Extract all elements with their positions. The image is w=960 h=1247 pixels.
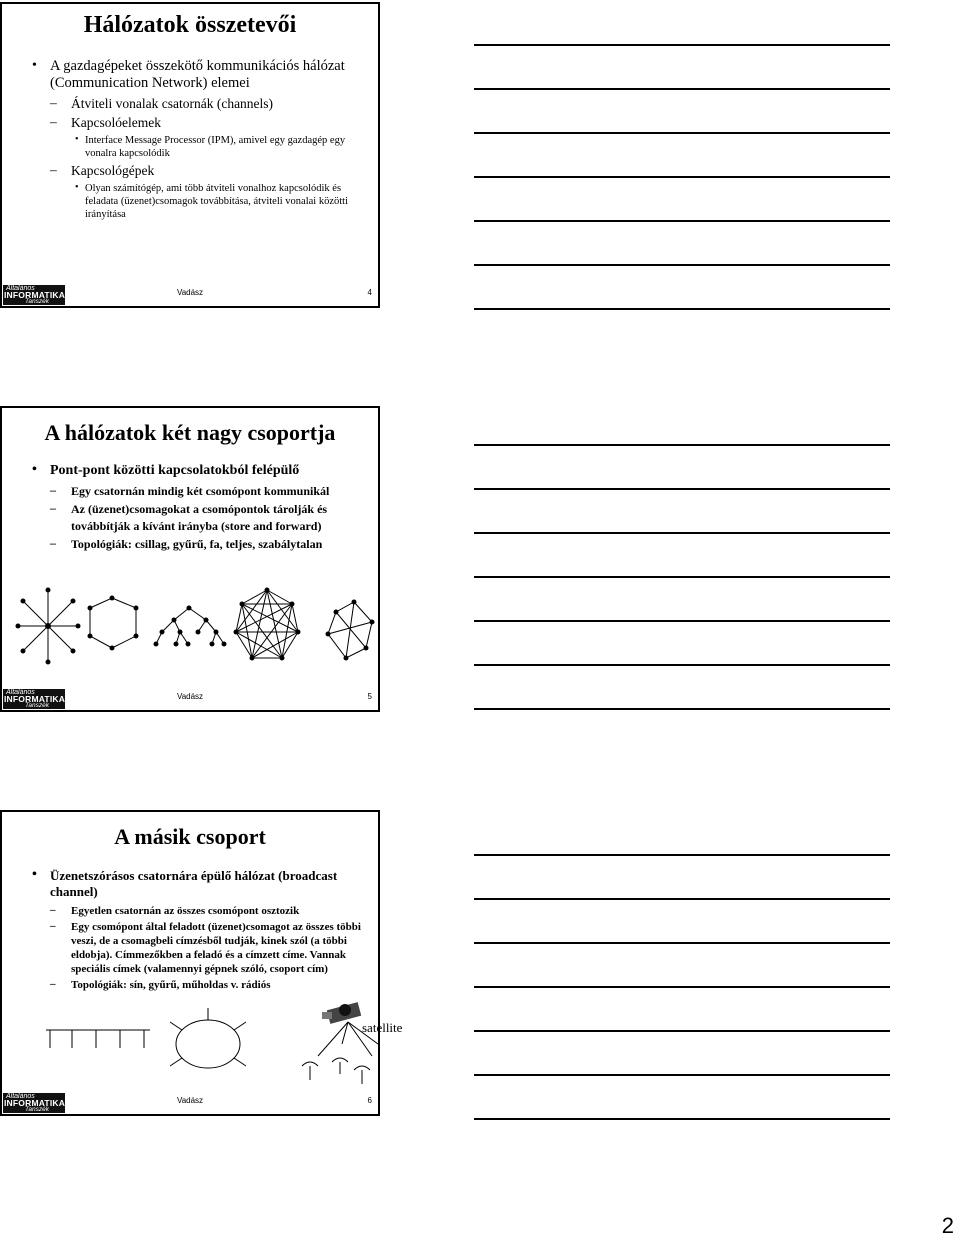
- bullet-l2: – Egy csomópont által feladott (üzenet)csomagot az összes többi veszi, de a csomagbeli címzésből tudják, kinek szól (a többi eldobja). Címmezőkben a feladó és a címzett címe. Vannak speciális címek (valamennyi gépnek szóló, csoport cím): [50, 920, 361, 975]
- tree-topology: [154, 606, 226, 646]
- slide-footer: [2, 284, 378, 306]
- bullet-l2: – Kapcsolóelemek: [50, 114, 161, 130]
- department-logo: Általános INFORMATIKAI Tanszék: [4, 1093, 68, 1113]
- note-line: [474, 220, 890, 222]
- ring-topology: [88, 596, 138, 650]
- bullet-l3: • Olyan számítógép, ami több átviteli vonalhoz kapcsolódik és feladata (üzenet)csomagok továbbítása, átviteli vonalai közötti irányítása: [75, 182, 348, 220]
- bullet-l1: • Üzenetszórásos csatornára épülő hálózat (broadcast channel): [32, 867, 338, 899]
- note-line: [474, 898, 890, 900]
- slide-4: [0, 2, 380, 308]
- slide-body: [28, 58, 370, 224]
- slide-5: [0, 406, 380, 712]
- slide-author: Vadász: [176, 692, 204, 701]
- slide-number: 5: [367, 692, 372, 701]
- slide-number: 6: [367, 1096, 372, 1105]
- irregular-topology: [326, 600, 374, 660]
- note-line: [474, 708, 890, 710]
- note-line: [474, 1074, 890, 1076]
- star-topology: [16, 588, 80, 664]
- slide-author: Vadász: [176, 1096, 204, 1105]
- slide-6: [0, 810, 403, 1116]
- note-line: [474, 444, 890, 446]
- satellite-icon: [322, 1002, 361, 1024]
- note-line: [474, 44, 890, 46]
- slide-author: Vadász: [176, 288, 204, 297]
- slide-title: A másik csoport: [114, 824, 266, 849]
- note-line: [474, 132, 890, 134]
- bullet-l2: – Kapcsológépek: [50, 162, 155, 178]
- bullet-l2: – Egyetlen csatornán az összes csomópont osztozik: [50, 904, 300, 917]
- note-line: [474, 88, 890, 90]
- bullet-l3: • Interface Message Processor (IPM), amivel egy gazdagép egy vonalra kapcsolódik: [75, 134, 346, 159]
- note-line: [474, 942, 890, 944]
- department-logo: Általános INFORMATIKAI Tanszék: [4, 285, 68, 305]
- bullet-l2: – Átviteli vonalak csatornák (channels): [50, 95, 274, 111]
- slide-footer: [2, 688, 378, 710]
- note-line: [474, 854, 890, 856]
- note-line: [474, 576, 890, 578]
- broadcast-diagrams: [2, 812, 403, 1118]
- note-line: [474, 1030, 890, 1032]
- topology-diagrams: [2, 408, 382, 714]
- complete-topology: [234, 588, 300, 660]
- note-line: [474, 620, 890, 622]
- note-line: [474, 986, 890, 988]
- slide-title: Hálózatok összetevői: [83, 12, 297, 38]
- note-line: [474, 488, 890, 490]
- bullet-l1: • Pont‑pont közötti kapcsolatokból felépülő: [32, 462, 300, 478]
- department-logo: Általános INFORMATIKAI Tanszék: [4, 689, 68, 709]
- satellite-label: satellite: [362, 1020, 403, 1035]
- bullet-l2: – Topológiák: csillag, gyűrű, fa, teljes, szabálytalan: [50, 536, 323, 551]
- ring-bus-topology: [170, 1008, 246, 1068]
- note-line: [474, 664, 890, 666]
- bullet-l2: – Topológiák: sín, gyűrű, műholdas v. rádiós: [50, 978, 271, 991]
- note-line: [474, 176, 890, 178]
- slide-footer: [2, 1092, 378, 1114]
- note-line: [474, 264, 890, 266]
- bullet-l1: • A gazdagépeket összekötő kommunikációs hálózat (Communication Network) elemei: [32, 58, 345, 91]
- note-line: [474, 532, 890, 534]
- slide-number: 4: [367, 288, 372, 297]
- bullet-l2: – Egy csatornán mindig két csomópont kommunikál: [50, 483, 330, 498]
- slide-title: A hálózatok két nagy csoportja: [44, 420, 336, 445]
- bus-topology: [46, 1030, 150, 1048]
- page-number: 2: [941, 1213, 954, 1238]
- note-line: [474, 1118, 890, 1120]
- note-line: [474, 308, 890, 310]
- bullet-l2: – Az (üzenet)csomagokat a csomópontok tárolják és továbbítják a kívánt irányba (store and forward): [50, 501, 328, 533]
